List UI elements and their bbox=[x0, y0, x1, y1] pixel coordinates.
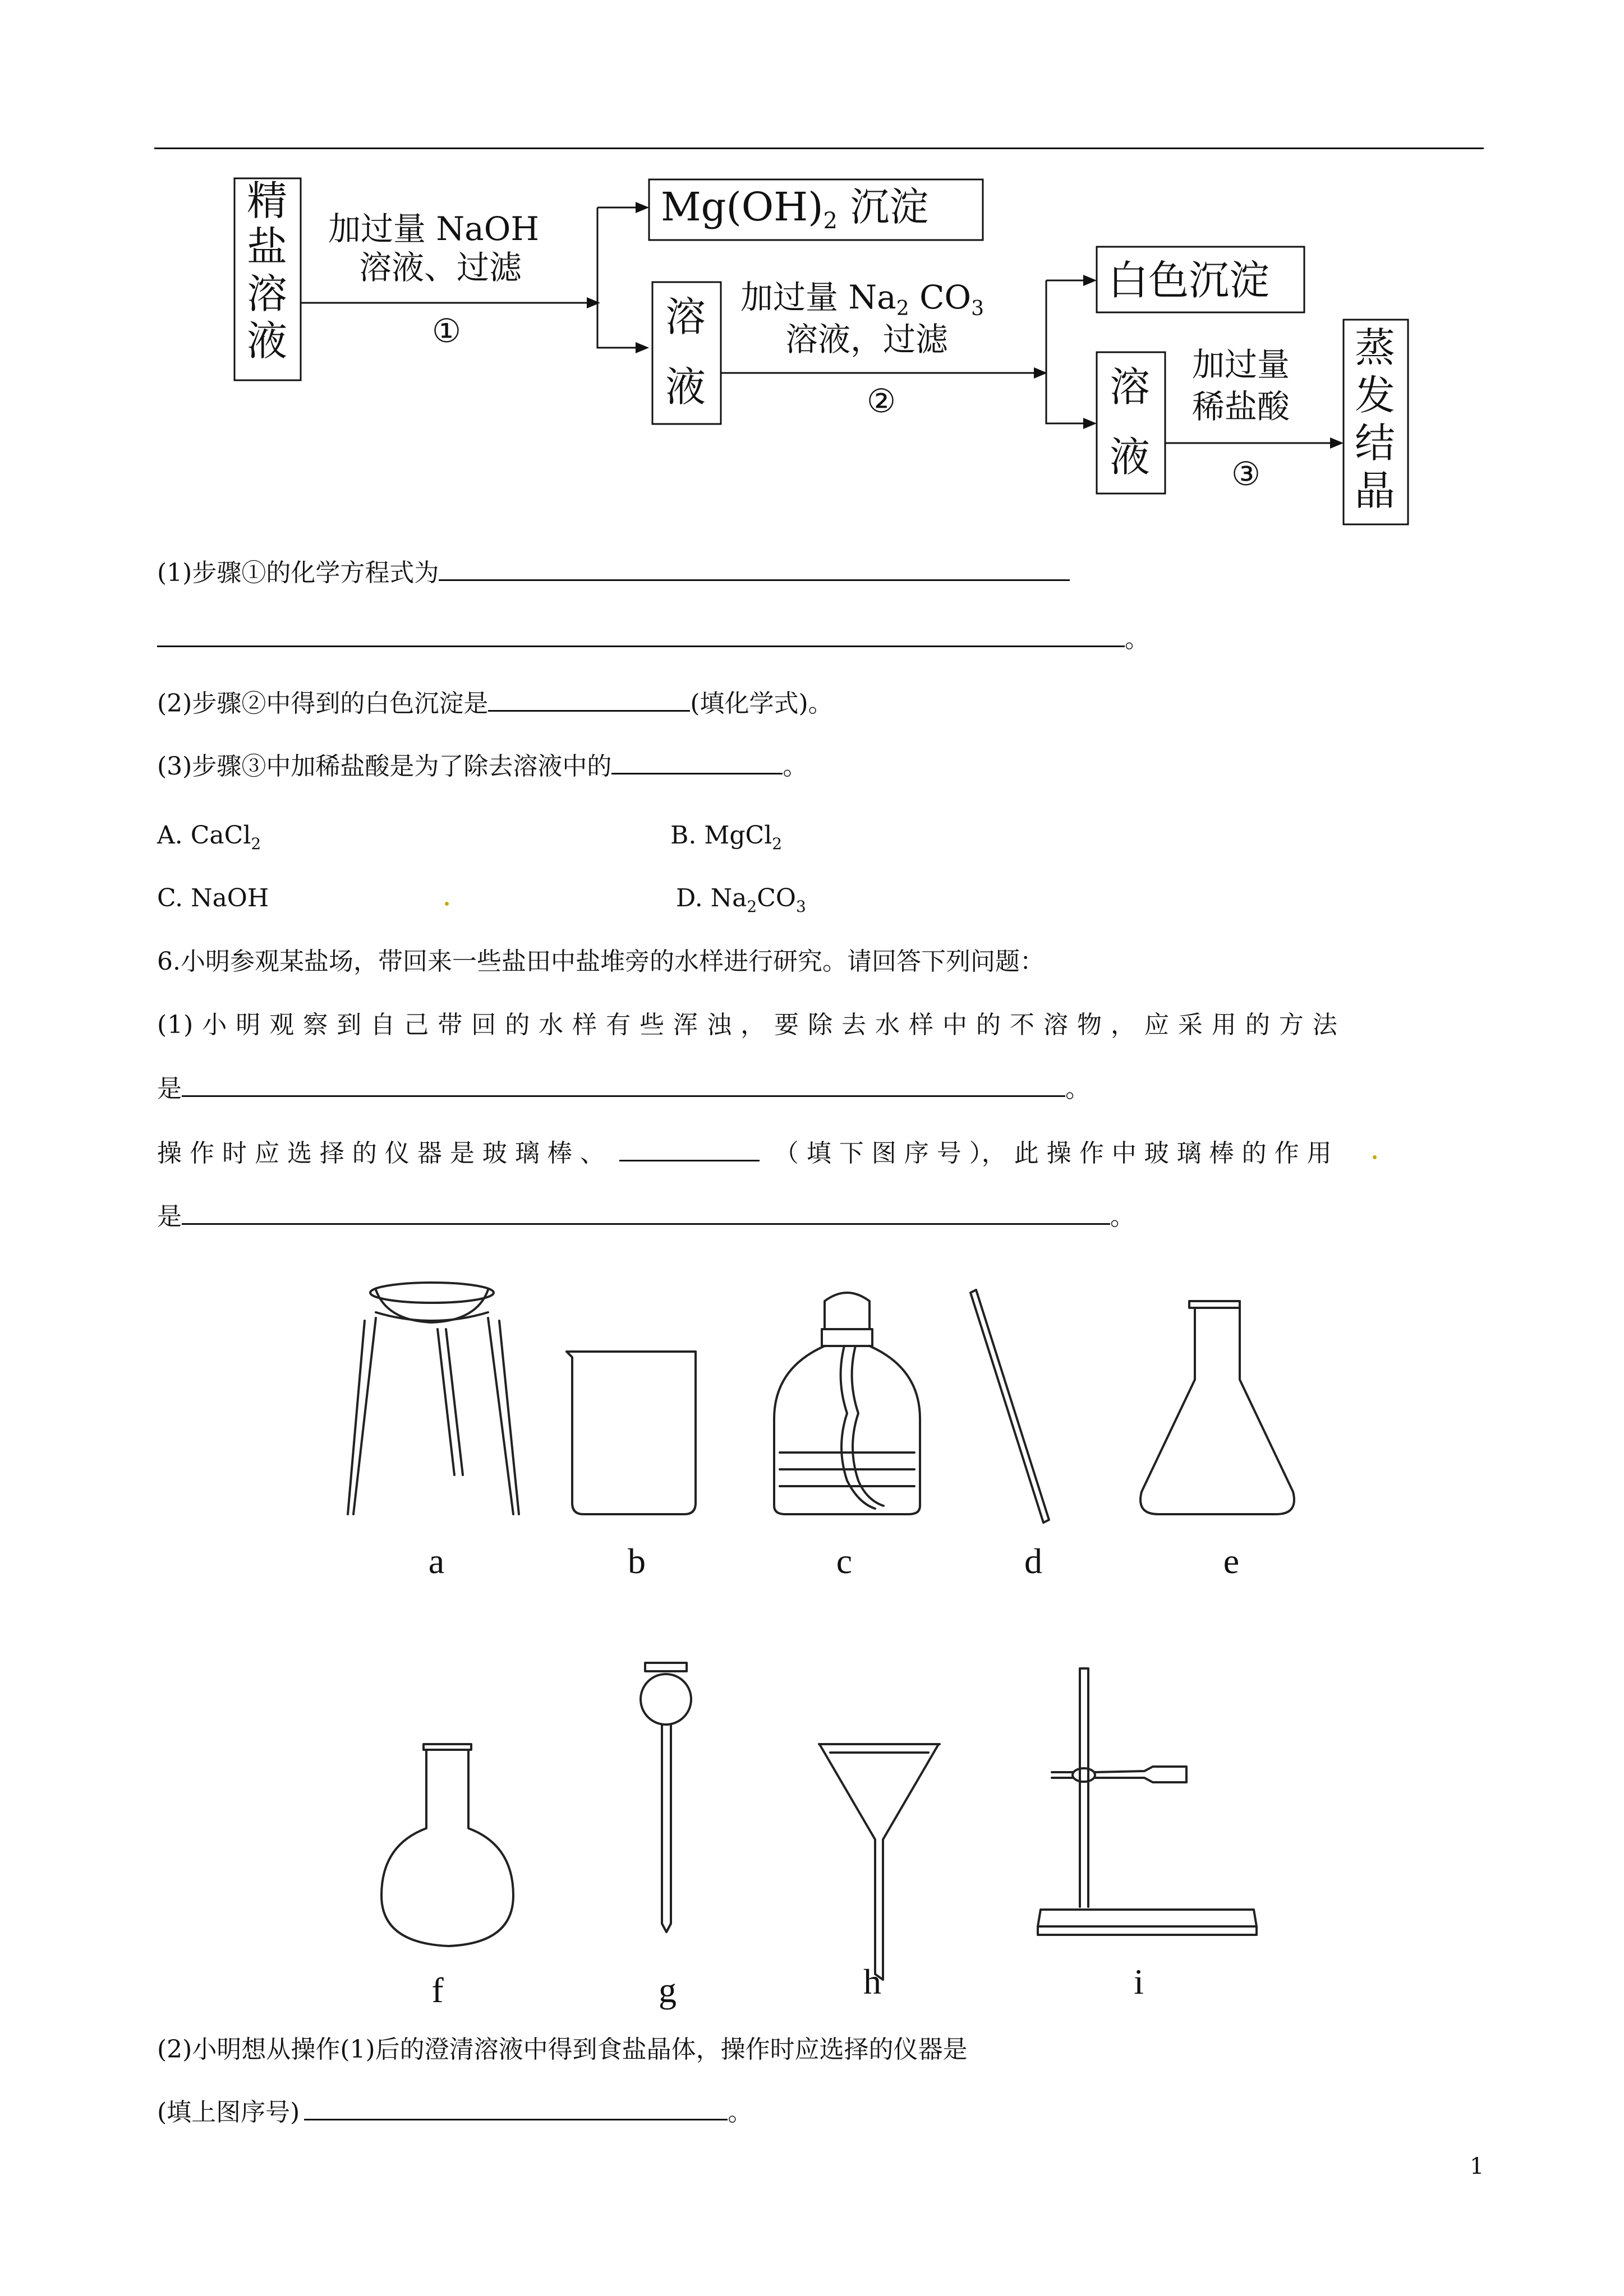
end-char-1: 蒸 bbox=[1355, 324, 1396, 371]
funnel bbox=[819, 1744, 940, 1980]
iron-stand bbox=[1038, 1668, 1257, 1935]
q5-part3: (3)步骤③中加稀盐酸是为了除去溶液中的 。 bbox=[157, 750, 807, 783]
label-a: a bbox=[428, 1541, 445, 1581]
end-char-3: 结 bbox=[1355, 419, 1396, 467]
label-c: c bbox=[836, 1541, 853, 1581]
step2-reagent: 加过量 $Na_2$ $CO_3$ bbox=[740, 278, 984, 320]
label-f: f bbox=[431, 1970, 444, 2010]
label-d: d bbox=[1024, 1541, 1042, 1581]
tripod-evaporating-dish bbox=[348, 1283, 519, 1514]
option-b[interactable]: B. MgCl$_2$ bbox=[670, 821, 783, 853]
page-number: 1 bbox=[1470, 2154, 1484, 2179]
q5-part1: (1)步骤①的化学方程式为 bbox=[157, 556, 1070, 590]
step2-action: 溶液，过滤 bbox=[785, 320, 949, 358]
start-char-2: 盐 bbox=[247, 223, 288, 270]
start-char-4: 液 bbox=[247, 317, 288, 365]
solution1-char-2: 液 bbox=[665, 363, 706, 411]
label-b: b bbox=[628, 1541, 646, 1581]
q5-part2: (2)步骤②中得到的白色沉淀是 (填化学式)。 bbox=[157, 687, 833, 721]
q6-part2: (2)小明想从操作(1)后的澄清溶液中得到食盐晶体，操作时应选择的仪器是 bbox=[157, 2035, 968, 2064]
start-char-3: 溶 bbox=[247, 270, 288, 317]
step1-action: 溶液、过滤 bbox=[359, 248, 522, 287]
end-char-4: 晶 bbox=[1355, 467, 1396, 514]
option-c[interactable]: C. NaOH bbox=[157, 884, 269, 912]
end-char-2: 发 bbox=[1355, 372, 1396, 419]
start-char-1: 精 bbox=[247, 177, 288, 224]
q6-intro: 6.小明参观某盐场，带回来一些盐田中盐堆旁的水样进行研究。请回答下列问题： bbox=[157, 947, 1045, 976]
solution2-char-1: 溶 bbox=[1110, 363, 1151, 411]
option-d[interactable]: D. $Na_2CO_3$ bbox=[676, 884, 806, 916]
alcohol-lamp bbox=[774, 1293, 920, 1514]
white-precip-label: 白色沉淀 bbox=[1108, 257, 1270, 304]
q6-part1-line3: 操 作 时 应 选 择 的 仪 器 是 玻 璃 棒 、 （ 填 下 图 序 号 ）， 此 操 作 中 玻 璃 棒 的 作 用 bbox=[157, 1137, 1332, 1170]
q6-crystal-answer-line[interactable] bbox=[304, 2096, 728, 2120]
label-i: i bbox=[1134, 1962, 1144, 2002]
solution1-char-1: 溶 bbox=[665, 293, 706, 340]
step3-reagent-2: 稀盐酸 bbox=[1192, 388, 1290, 426]
step2-number: ② bbox=[867, 382, 896, 420]
q6-part2-answer: (填上图序号) 。 bbox=[157, 2096, 752, 2129]
label-e: e bbox=[1223, 1541, 1240, 1581]
beaker bbox=[567, 1352, 696, 1514]
step1-number: ① bbox=[432, 312, 461, 350]
glass-rod bbox=[970, 1290, 1049, 1523]
q5-part1-cont: 。 bbox=[157, 623, 1149, 656]
label-g: g bbox=[659, 1970, 677, 2010]
q6-part1-line2: 是 。 bbox=[157, 1072, 1090, 1106]
option-a[interactable]: A. CaCl$_2$ bbox=[157, 821, 261, 853]
round-bottom-flask bbox=[381, 1744, 513, 1946]
dropper bbox=[641, 1663, 691, 1932]
step1-reagent: 加过量 NaOH bbox=[328, 210, 539, 248]
step3-number: ③ bbox=[1231, 455, 1260, 493]
q6-part1-line4: 是 。 bbox=[157, 1200, 1135, 1234]
conical-flask bbox=[1140, 1301, 1294, 1514]
step3-reagent: 加过量 bbox=[1192, 345, 1290, 384]
solution2-char-2: 液 bbox=[1110, 434, 1151, 481]
q6-part1: (1) 小 明 观 察 到 自 己 带 回 的 水 样 有 些 浑 浊 ， 要 除 去 水 样 中 的 不 溶 物 ， 应 采 用 的 方 法 bbox=[157, 1011, 1338, 1039]
mg-precip-label: $Mg(OH)_2$ 沉淀 bbox=[661, 184, 929, 234]
label-h: h bbox=[863, 1962, 881, 2002]
